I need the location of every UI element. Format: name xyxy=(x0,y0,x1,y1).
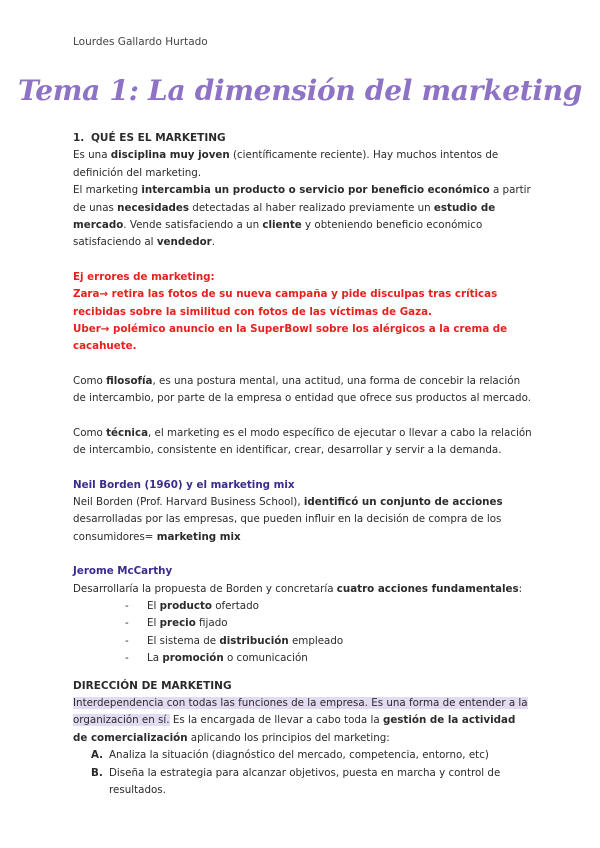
paragraph-direccion: Interdependencia con todas las funciones de la empresa. Es una forma de entender a la organización en sí. Es la encargada de llevar a cabo toda la gestión de la actividad de comercialización aplicando los principios del marketing: xyxy=(73,696,528,744)
paragraph-intercambio: El marketing intercambia un producto o servicio por beneficio económico a partir de unas necesidades detectadas al haber realizado previamente un estudio de mercado. Vende satisfaciendo a un cliente y obteniendo beneficio económico satisfaciendo al vendedor. xyxy=(73,184,531,249)
list-item: - El producto ofertado xyxy=(125,598,533,615)
paragraph-tecnica: Como técnica, el marketing es el modo específico de ejecutar o llevar a cabo la relación de intercambio, consistente en identificar, crear, desarrollar y servir a la demanda. xyxy=(73,426,532,457)
paragraph-filosofia: Como filosofía, es una postura mental, una actitud, una forma de concebir la relación de intercambio, por parte de la empresa o entidad que ofrece sus productos al mercado. xyxy=(73,374,531,405)
list-item: - La promoción o comunicación xyxy=(125,650,533,667)
paragraph-mccarthy: Desarrollaría la propuesta de Borden y concretaría cuatro acciones fundamentales: xyxy=(73,582,523,595)
list-item: - El precio fijado xyxy=(125,615,533,632)
error-uber: Uber→ polémico anuncio en la SuperBowl sobre los alérgicos a la crema de cacahuete. xyxy=(73,323,508,353)
document-body xyxy=(73,130,533,799)
paragraph-borden: Neil Borden (Prof. Harvard Business School), identificó un conjunto de acciones desarrolladas por las empresas, que pueden influir en la decisión de compra de los consumidores= marketing mix xyxy=(73,495,503,543)
direccion-list xyxy=(73,747,533,799)
highlighted-text: Interdependencia con todas las funciones de la empresa. Es una forma de entender a la organización en sí. xyxy=(73,696,528,727)
mccarthy-heading: Jerome McCarthy xyxy=(73,565,173,578)
errors-heading: Ej errores de marketing: xyxy=(73,270,215,283)
four-p-list xyxy=(73,598,533,668)
list-item: B. Diseña la estrategia para alcanzar objetivos, puesta en marcha y control de resultados. xyxy=(91,766,501,796)
section-heading-direccion: DIRECCIÓN DE MARKETING xyxy=(73,679,232,692)
author-name: Lourdes Gallardo Hurtado xyxy=(73,36,208,48)
list-item: A. Analiza la situación (diagnóstico del mercado, competencia, entorno, etc) xyxy=(91,749,489,762)
list-item: - El sistema de distribución empleado xyxy=(125,633,533,650)
section-heading-que-es: 1. QUÉ ES EL MARKETING xyxy=(73,132,226,144)
error-zara: Zara→ retira las fotos de su nueva campaña y pide disculpas tras críticas recibidas sobre la similitud con fotos de las víctimas de Gaza. xyxy=(73,288,498,318)
paragraph-definition: Es una disciplina muy joven (científicamente reciente). Hay muchos intentos de definición del marketing. xyxy=(73,149,499,179)
page-title: Tema 1: La dimensión del marketing xyxy=(17,74,583,107)
borden-heading: Neil Borden (1960) y el marketing mix xyxy=(73,478,295,491)
